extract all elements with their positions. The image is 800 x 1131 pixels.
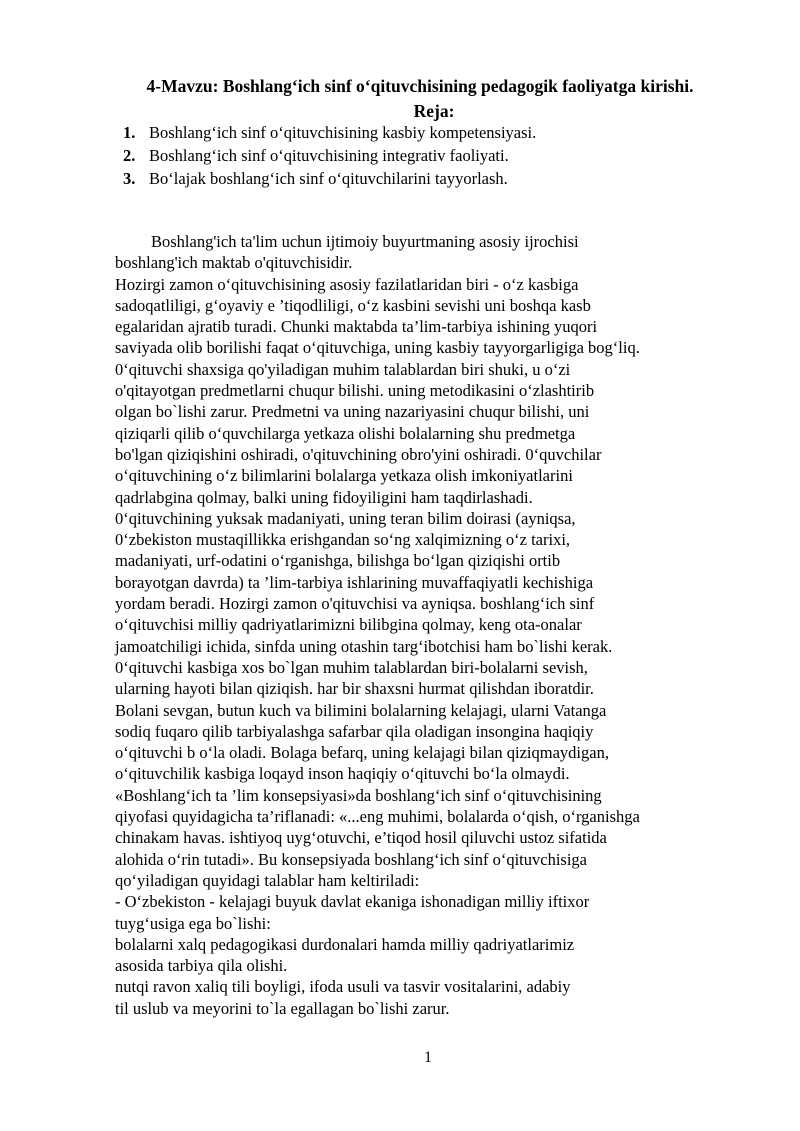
plan-item-text: Boshlang‘ich sinf o‘qituvchisining integrativ faoliyati. [149, 146, 509, 165]
text-line: alohida o‘rin tutadi». Bu konsepsiyada boshlang‘ich sinf o‘qituvchisiga [115, 849, 587, 869]
text-line: bo'lgan qiziqishini oshiradi, o'qituvchining obro'yini oshiradi. 0‘quvchilar [115, 444, 602, 464]
text-line: Bolani sevgan, butun kuch va bilimini bolalarning kelajagi, ularni Vatanga [115, 700, 607, 720]
plan-heading: Reja: [413, 101, 455, 121]
text-line: sadoqatliligi, g‘oyaviy e ’tiqodliligi, o‘z kasbini sevishi uni boshqa kasb [115, 295, 591, 315]
text-line: qo‘yiladigan quyidagi talablar ham keltiriladi: [115, 870, 420, 890]
text-line: tuyg‘usiga ega bo`lishi: [115, 913, 271, 933]
text-line: - O‘zbekiston - kelajagi buyuk davlat ekaniga ishonadigan milliy iftixor [115, 892, 590, 912]
plan-item [123, 121, 536, 144]
text-line: nutqi ravon xaliq tili boyligi, ifoda usuli va tasvir vositalarini, adabiy [115, 977, 571, 997]
text-line: chinakam havas. ishtiyoq uyg‘otuvchi, e’tiqod hosil qiluvchi ustoz sifatida [115, 828, 607, 848]
text-line: o‘qituvchisi milliy qadriyatlarimizni bilibgina qolmay, keng ota-onalar [115, 615, 582, 635]
plan-item-text: Bo‘lajak boshlang‘ich sinf o‘qituvchilarini tayyorlash. [149, 169, 508, 188]
text-line: «Boshlang‘ich ta ’lim konsepsiyasi»da boshlang‘ich sinf o‘qituvchisining [115, 785, 602, 805]
plan-item-number: 2. [123, 146, 136, 165]
text-line: qiziqarli qilib o‘quvchilarga yetkaza olishi bolalarning shu predmetga [115, 423, 576, 443]
text-line: Hozirgi zamon o‘qituvchisining asosiy fazilatlaridan biri - o‘z kasbiga [115, 274, 579, 294]
text-line: madaniyati, urf-odatini o‘rganishga, bilishga bo‘lgan qiziqishi ortib [115, 551, 561, 571]
text-line: jamoatchiligi ichida, sinfda uning otashin targ‘ibotchisi ham bo`lishi kerak. [115, 636, 613, 656]
text-line: saviyada olib borilishi faqat o‘qituvchiga, uning kasbiy tayyorgarligiga bog‘liq. [115, 338, 640, 358]
plan-item-text: Boshlang‘ich sinf o‘qituvchisining kasbiy kompetensiyasi. [149, 123, 537, 142]
text-line: egalaridan ajratib turadi. Chunki maktabda ta’lim-tarbiya ishining yuqori [115, 317, 598, 337]
plan-list [123, 121, 536, 190]
plan-item-number: 3. [123, 169, 136, 188]
text-line: til uslub va meyorini to`la egallagan bo`lishi zarur. [115, 998, 450, 1018]
text-line: ularning hayoti bilan qiziqish. har bir shaxsni hurmat qilishdan iboratdir. [115, 679, 594, 699]
text-line: 0‘qituvchining yuksak madaniyati, uning teran bilim doirasi (ayniqsa, [115, 508, 576, 528]
text-line: sodiq fuqaro qilib tarbiyalashga safarbar qila oladigan insongina haqiqiy [115, 721, 594, 741]
text-line: 0‘qituvchi kasbiga xos bo`lgan muhim talablardan biri-bolalarni sevish, [115, 657, 588, 677]
text-line: qiyofasi quyidagicha ta’riflanadi: «...eng muhimi, bolalarda o‘qish, o‘rganishga [115, 807, 640, 827]
text-line: Boshlang'ich ta'lim uchun ijtimoiy buyurtmaning asosiy ijrochisi [151, 232, 579, 251]
text-line: o‘qituvchining o‘z bilimlarini bolalarga yetkaza olish imkoniyatlarini [115, 466, 573, 486]
text-line: asosida tarbiya qila olishi. [115, 956, 288, 976]
text-line: 0‘zbekiston mustaqillikka erishgandan so‘ng xalqimizning o‘z tarixi, [115, 530, 571, 550]
lesson-title: 4-Mavzu: Boshlang‘ich sinf o‘qituvchisining pedagogik faoliyatga kirishi. [146, 76, 694, 96]
plan-item [123, 167, 536, 190]
text-line: bolalarni xalq pedagogikasi durdonalari hamda milliy qadriyatlarimiz [115, 934, 575, 954]
plan-item [123, 144, 536, 167]
text-line: 0‘qituvchi shaxsiga qo'yiladigan muhim talablardan biri shuki, u o‘zi [115, 359, 571, 379]
text-line: boshlang'ich maktab o'qituvchisidir. [115, 253, 353, 273]
text-line: o'qitayotgan predmetlarni chuqur bilishi. uning metodikasini o‘zlashtirib [115, 381, 595, 401]
text-line: o‘qituvchi b o‘la oladi. Bolaga befarq, uning kelajagi bilan qiziqmaydigan, [115, 743, 609, 763]
text-line: qadrlabgina qolmay, balki uning fidoyiligini ham taqdirlashadi. [115, 487, 533, 507]
text-line: olgan bo`lishi zarur. Predmetni va uning nazariyasini chuqur bilishi, uni [115, 402, 590, 422]
text-line: borayotgan davrda) ta ’lim-tarbiya ishlarining muvaffaqiyatli kechishiga [115, 572, 594, 592]
text-line: yordam beradi. Hozirgi zamon o'qituvchisi va ayniqsa. boshlang‘ich sinf [115, 594, 595, 614]
plan-item-number: 1. [123, 123, 136, 142]
text-line: o‘qituvchilik kasbiga loqayd inson haqiqiy o‘qituvchi bo‘la olmaydi. [115, 764, 570, 784]
body-text [115, 231, 755, 1019]
page-number: 1 [424, 1049, 432, 1066]
